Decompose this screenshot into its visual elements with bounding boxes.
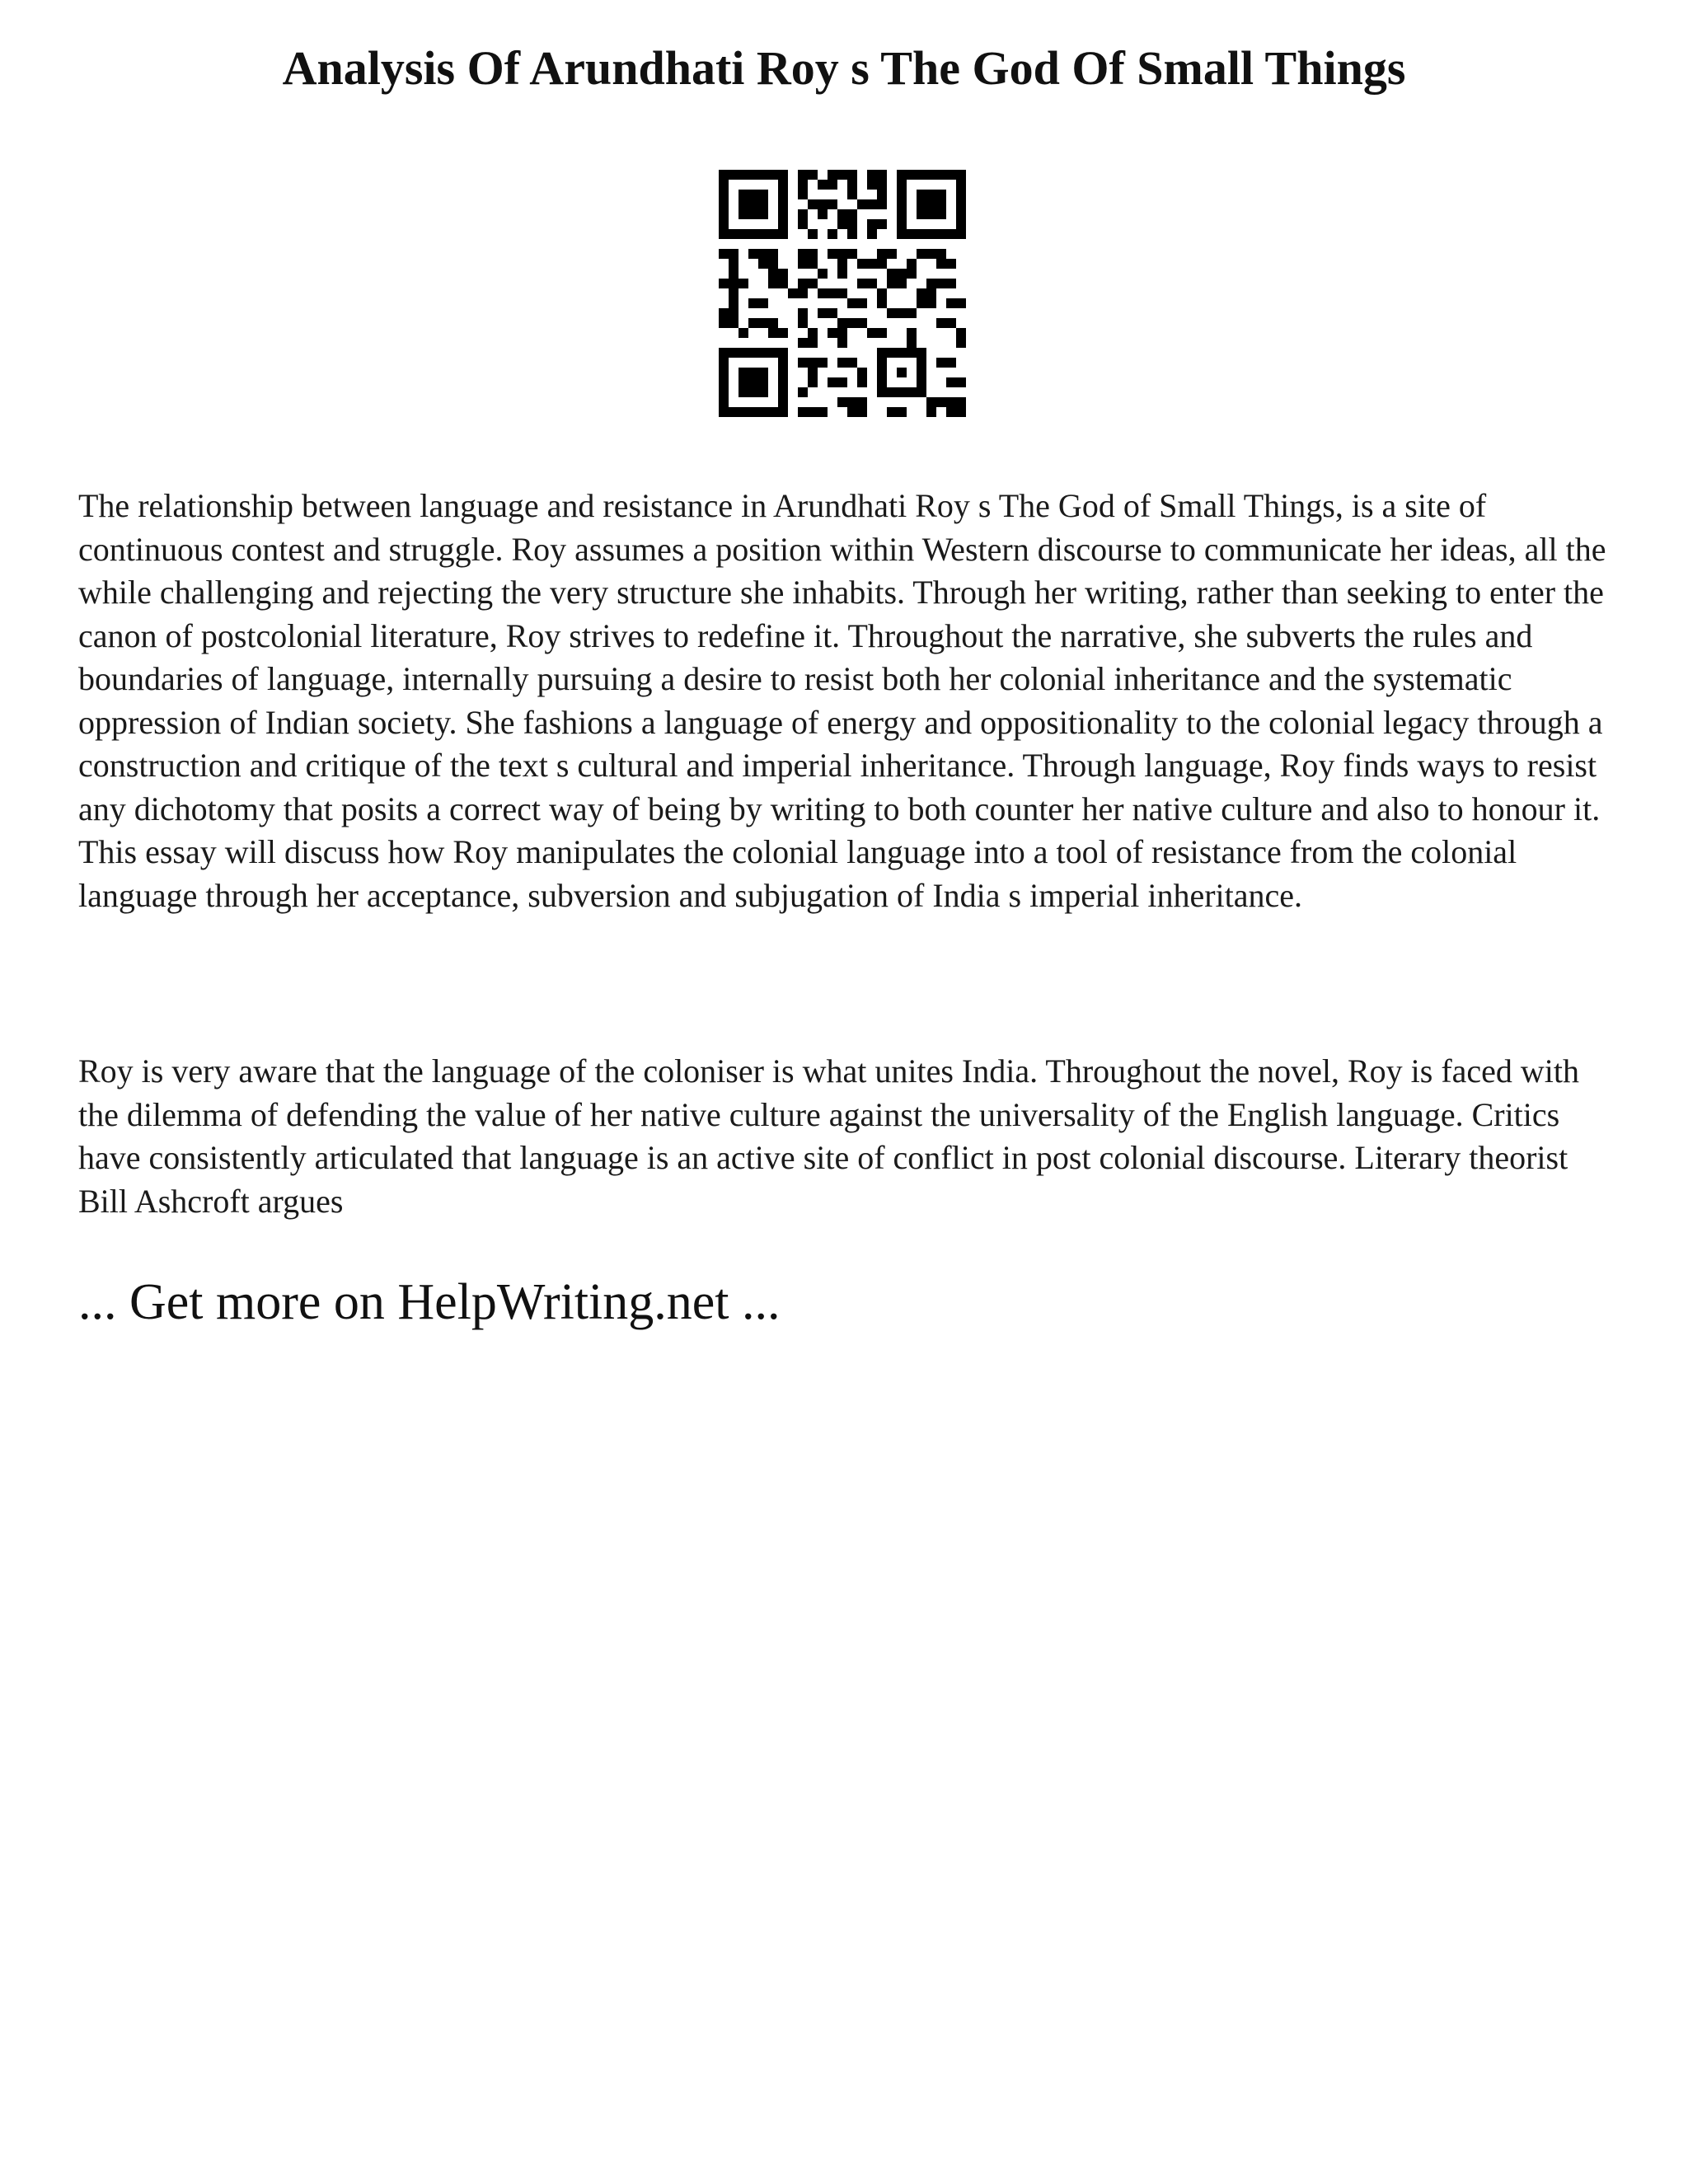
document-title: Analysis Of Arundhati Roy s The God Of Small Things: [282, 41, 1406, 95]
body-paragraph-2: Roy is very aware that the language of the coloniser is what unites India. Throughout the novel, Roy is faced with the dilemma of defending the value of her native culture against the universality of the English language. Critics have consistently articulated that language is an active site of conflict in post colonial discourse. Literary theorist Bill Ashcroft argues: [78, 1052, 1580, 1220]
body-paragraph-1: The relationship between language and resistance in Arundhati Roy s The God of Small Things, is a site of continuous contest and struggle. Roy assumes a position within Western discourse to communicate her ideas, all the while challenging and rejecting the very structure she inhabits. Through her writing, rather than seeking to enter the canon of postcolonial literature, Roy strives to redefine it. Throughout the narrative, she subverts the rules and boundaries of language, internally pursuing a desire to resist both her colonial inheritance and the systematic oppression of Indian society. She fashions a language of energy and oppositionality to the colonial legacy through a construction and critique of the text s cultural and imperial inheritance. Through language, Roy finds ways to resist any dichotomy that posits a correct way of being by writing to both counter her native culture and also to honour it. This essay will discuss how Roy manipulates the colonial language into a tool of resistance from the colonial language through her acceptance, subversion and subjugation of India s imperial inheritance.: [78, 487, 1606, 914]
get-more-link[interactable]: ... Get more on HelpWriting.net ...: [78, 1274, 781, 1330]
qr-code-icon: [719, 170, 966, 417]
